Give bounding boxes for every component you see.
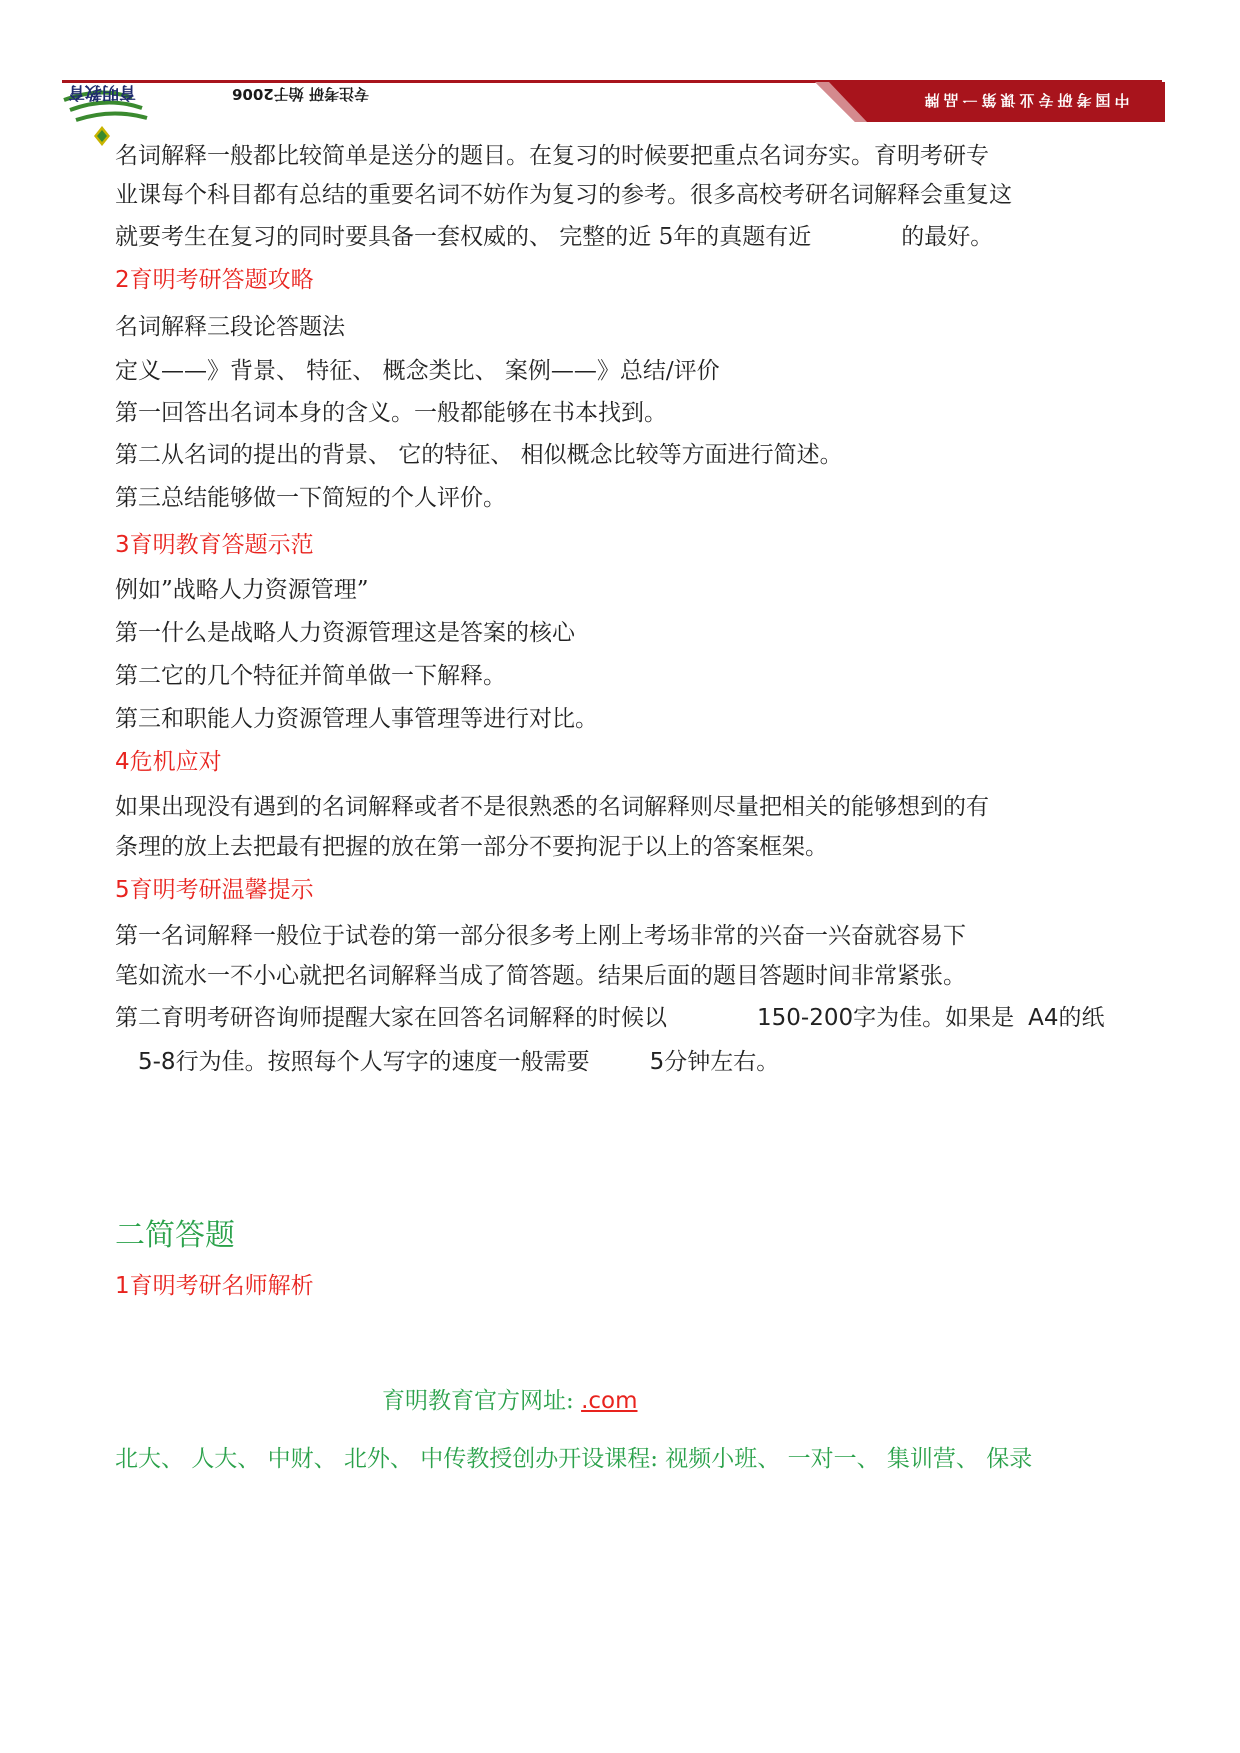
body-line xyxy=(115,1003,1104,1033)
body-line: 第三和职能人力资源管理人事管理等进行对比。 xyxy=(115,706,598,732)
chapter-title: 二简答题 xyxy=(115,1218,235,1253)
body-text: 5-8行为佳。按照每个人写字的速度一般需要 xyxy=(138,1049,590,1075)
body-line: 名词解释三段论答题法 xyxy=(115,314,345,340)
body-text: 的最好。 xyxy=(901,224,994,250)
section-heading: 3育明教育答题示范 xyxy=(115,532,314,558)
body-text: 就要考生在复习的同时要具备一套权威的、 完整的近 5年的真题有近 xyxy=(115,224,812,250)
footer-site xyxy=(382,1386,638,1416)
footer-site-label: 育明教育官方网址: xyxy=(382,1388,574,1414)
footer-courses: 北大、 人大、 中财、 北外、 中传教授创办开设课程: 视频小班、 一对一、 集训营、 保录 xyxy=(115,1446,1033,1472)
body-line: 第二从名词的提出的背景、 它的特征、 相似概念比较等方面进行简述。 xyxy=(115,442,843,468)
logo-tagline: 专注考研 始于2006 xyxy=(232,85,369,103)
section-heading: 1育明考研名师解析 xyxy=(115,1273,314,1299)
body-text: 150-200字为佳。如果是 xyxy=(757,1005,1015,1031)
body-line: 笔如流水一不小心就把名词解释当成了简答题。结果后面的题目答题时间非常紧张。 xyxy=(115,963,966,989)
body-line: 第三总结能够做一下简短的个人评价。 xyxy=(115,485,506,511)
body-text: 第二育明考研咨询师提醒大家在回答名词解释的时候以 xyxy=(115,1005,667,1031)
body-line xyxy=(138,1047,779,1077)
body-line: 业课每个科目都有总结的重要名词不妨作为复习的参考。很多高校考研名词解释会重复这 xyxy=(115,182,1012,208)
header-slogan: 中国考研专业课第一品牌 xyxy=(920,91,1130,109)
page-header xyxy=(0,0,1240,160)
body-text: A4的纸 xyxy=(1028,1005,1105,1031)
section-heading: 2育明考研答题攻略 xyxy=(115,267,314,293)
body-line: 第一名词解释一般位于试卷的第一部分很多考上刚上考场非常的兴奋一兴奋就容易下 xyxy=(115,923,966,949)
section-heading: 4危机应对 xyxy=(115,749,222,775)
body-line xyxy=(115,222,993,252)
section-heading: 5育明考研温馨提示 xyxy=(115,877,314,903)
body-line: 第一回答出名词本身的含义。一般都能够在书本找到。 xyxy=(115,400,667,426)
body-line: 第二它的几个特征并简单做一下解释。 xyxy=(115,663,506,689)
body-line: 条理的放上去把最有把握的放在第一部分不要拘泥于以上的答案框架。 xyxy=(115,834,828,860)
footer-site-link[interactable]: .com xyxy=(581,1388,638,1414)
body-line: 例如”战略人力资源管理” xyxy=(115,577,369,603)
logo-text: 育明教育 xyxy=(68,82,136,102)
body-line: 如果出现没有遇到的名词解释或者不是很熟悉的名词解释则尽量把相关的能够想到的有 xyxy=(115,794,989,820)
body-text: 5分钟左右。 xyxy=(649,1049,780,1075)
body-line: 第一什么是战略人力资源管理这是答案的核心 xyxy=(115,620,575,646)
body-line: 定义——》背景、 特征、 概念类比、 案例——》总结/评价 xyxy=(115,358,720,384)
body-line: 名词解释一般都比较简单是送分的题目。在复习的时候要把重点名词夯实。育明考研专 xyxy=(115,143,989,169)
